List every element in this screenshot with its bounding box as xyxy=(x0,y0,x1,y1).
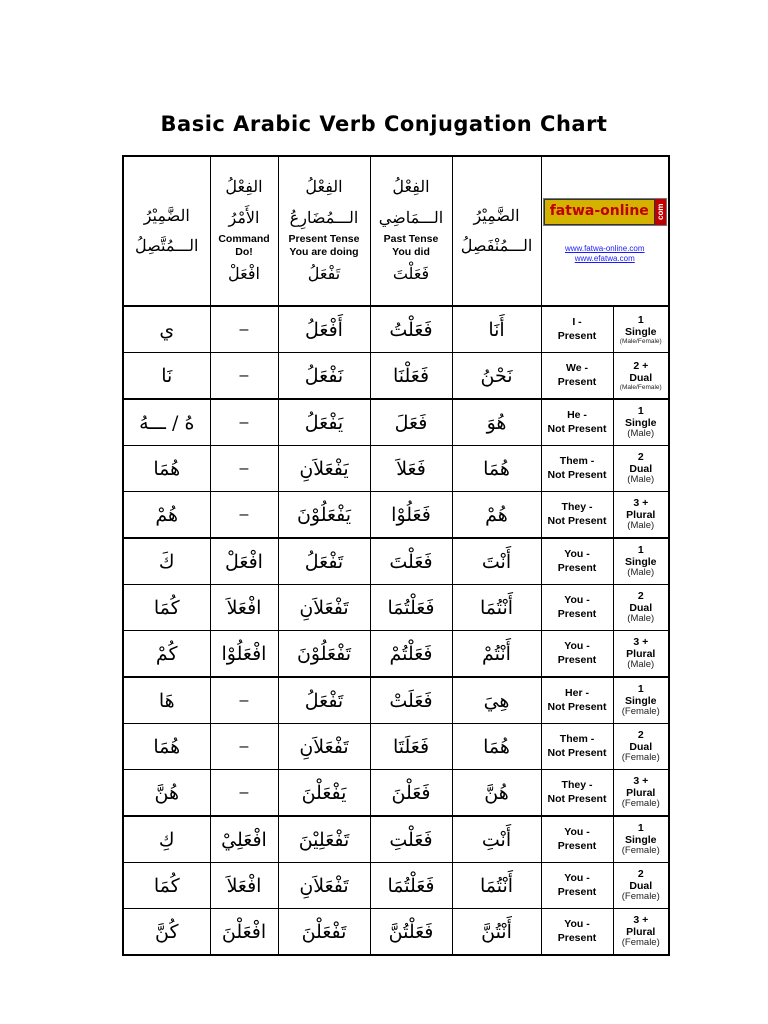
person-label: They - xyxy=(561,501,593,514)
gender-label: (Female) xyxy=(621,845,660,857)
imperative-cell xyxy=(210,538,278,585)
present-cell xyxy=(278,492,370,539)
number-count: 2 xyxy=(637,589,644,602)
imperative-form: افْعَلاَ xyxy=(226,874,262,897)
imperative-cell xyxy=(210,863,278,909)
number-cell xyxy=(613,585,669,631)
present-form: تَفْعَلُ xyxy=(304,689,344,712)
header-attached-pronoun-line2: الـــمُتَّصِلُ xyxy=(135,236,199,255)
attached-pronoun-cell xyxy=(123,816,210,863)
number-word: Plural xyxy=(626,926,656,939)
table-row xyxy=(123,399,669,446)
header-present xyxy=(278,156,370,306)
header-attached-pronoun-line1: الضَّمِيْرُ xyxy=(143,205,190,225)
person-cell xyxy=(541,399,613,446)
number-cell xyxy=(613,863,669,909)
number-word: Single xyxy=(625,325,657,338)
gender-label: (Female) xyxy=(621,891,660,903)
page-title: Basic Arabic Verb Conjugation Chart xyxy=(160,112,608,136)
past-form: فَعَلْتُمْ xyxy=(389,642,433,665)
pronoun-cell xyxy=(452,816,541,863)
imperative-cell xyxy=(210,770,278,817)
person-cell xyxy=(541,724,613,770)
number-count: 2 xyxy=(637,867,644,880)
imperative-form: افْعَلِيْ xyxy=(221,828,267,851)
imperative-form: افْعَلاَ xyxy=(226,596,262,619)
imperative-cell xyxy=(210,492,278,539)
attached-pronoun: كُمَا xyxy=(153,596,180,619)
pronoun-cell xyxy=(452,909,541,956)
past-cell xyxy=(370,399,452,446)
person-sub: Not Present xyxy=(547,468,607,481)
attached-pronoun: هُمْ xyxy=(155,503,179,526)
past-form: فَعَلْتُمَا xyxy=(387,874,435,897)
present-cell xyxy=(278,724,370,770)
header-present-en1: Present Tense xyxy=(288,233,360,246)
table-row xyxy=(123,306,669,353)
attached-pronoun-cell xyxy=(123,677,210,724)
number-cell xyxy=(613,724,669,770)
detached-pronoun: هُمَا xyxy=(483,457,510,480)
imperative-cell xyxy=(210,909,278,956)
header-logo-cell xyxy=(541,156,669,306)
person-sub: Not Present xyxy=(547,514,607,527)
table-row xyxy=(123,353,669,400)
number-word: Plural xyxy=(626,648,656,661)
imperative-form: افْعَلُوْا xyxy=(221,642,267,665)
attached-pronoun-cell xyxy=(123,770,210,817)
past-form: فَعَلْنَا xyxy=(392,364,430,387)
past-cell xyxy=(370,306,452,353)
person-sub: Not Present xyxy=(547,792,607,805)
number-word: Single xyxy=(625,417,657,430)
pronoun-cell xyxy=(452,770,541,817)
past-form: فَعَلْتُمَا xyxy=(387,596,435,619)
past-cell xyxy=(370,909,452,956)
header-row xyxy=(123,156,669,306)
person-label: They - xyxy=(561,779,593,792)
past-cell xyxy=(370,353,452,400)
number-cell xyxy=(613,538,669,585)
detached-pronoun: أَنَا xyxy=(488,318,505,341)
present-form: تَفْعَلُوْنَ xyxy=(296,642,352,665)
imperative-cell xyxy=(210,631,278,678)
present-form: يَفْعَلاَنِ xyxy=(299,457,349,480)
pronoun-cell xyxy=(452,306,541,353)
past-cell xyxy=(370,631,452,678)
attached-pronoun: كَ xyxy=(158,550,175,573)
attached-pronoun-cell xyxy=(123,863,210,909)
present-form: تَفْعَلاَنِ xyxy=(299,735,349,758)
person-sub: Present xyxy=(557,931,597,944)
pronoun-cell xyxy=(452,863,541,909)
person-cell xyxy=(541,909,613,956)
table-row xyxy=(123,631,669,678)
number-word: Dual xyxy=(629,880,653,893)
present-cell xyxy=(278,538,370,585)
number-count: 2 + xyxy=(633,359,649,372)
present-form: تَفْعَلُ xyxy=(304,550,344,573)
attached-pronoun-cell xyxy=(123,306,210,353)
detached-pronoun: أَنْتُمَا xyxy=(479,874,514,897)
attached-pronoun-cell xyxy=(123,631,210,678)
pronoun-cell xyxy=(452,631,541,678)
imperative-form: – xyxy=(239,783,249,801)
table-row xyxy=(123,816,669,863)
present-form: يَفْعَلُ xyxy=(304,411,344,434)
header-detached-pronoun xyxy=(452,156,541,306)
table-row xyxy=(123,538,669,585)
number-count: 1 xyxy=(637,313,644,326)
number-cell xyxy=(613,492,669,539)
number-word: Dual xyxy=(629,741,653,754)
number-count: 3 + xyxy=(633,635,649,648)
imperative-form: – xyxy=(239,413,249,431)
header-imperative-en1: Command xyxy=(218,233,270,246)
person-label: I - xyxy=(572,316,582,329)
detached-pronoun: أَنْتُمَا xyxy=(479,596,514,619)
logo-text: fatwa-online xyxy=(544,199,655,225)
conjugation-table xyxy=(122,155,670,956)
table-row xyxy=(123,677,669,724)
number-cell xyxy=(613,909,669,956)
gender-label: (Male) xyxy=(627,474,655,486)
detached-pronoun: هُمَا xyxy=(483,735,510,758)
detached-pronoun: أَنْتُنَّ xyxy=(481,920,512,943)
imperative-cell xyxy=(210,585,278,631)
pronoun-cell xyxy=(452,585,541,631)
attached-pronoun-cell xyxy=(123,724,210,770)
present-form: تَفْعَلاَنِ xyxy=(299,596,349,619)
pronoun-cell xyxy=(452,492,541,539)
number-cell xyxy=(613,353,669,400)
header-past-ar1: الفِعْلُ xyxy=(392,177,430,197)
gender-label: (Male) xyxy=(627,520,655,532)
past-form: فَعَلْتُنَّ xyxy=(388,920,434,943)
attached-pronoun: كُنَّ xyxy=(154,920,179,943)
person-sub: Present xyxy=(557,653,597,666)
header-past-en1: Past Tense xyxy=(383,233,439,246)
pronoun-cell xyxy=(452,724,541,770)
link-fatwa-online[interactable]: www.fatwa-online.com xyxy=(564,243,645,253)
detached-pronoun: هِيَ xyxy=(483,689,510,712)
present-cell xyxy=(278,816,370,863)
table-row xyxy=(123,585,669,631)
gender-label: (Male) xyxy=(627,613,655,625)
present-cell xyxy=(278,863,370,909)
link-efatwa[interactable]: www.efatwa.com xyxy=(574,254,635,263)
imperative-form: – xyxy=(239,505,249,523)
past-cell xyxy=(370,770,452,817)
number-word: Dual xyxy=(629,602,653,615)
number-word: Single xyxy=(625,695,657,708)
past-cell xyxy=(370,816,452,863)
pronoun-cell xyxy=(452,677,541,724)
present-form: تَفْعَلْنَ xyxy=(301,920,347,943)
attached-pronoun: نَا xyxy=(161,364,173,387)
logo-block xyxy=(542,198,669,265)
attached-pronoun: ي xyxy=(159,318,175,341)
imperative-cell xyxy=(210,677,278,724)
number-count: 1 xyxy=(637,682,644,695)
number-cell xyxy=(613,306,669,353)
number-word: Single xyxy=(625,834,657,847)
imperative-form: افْعَلْ xyxy=(225,550,263,573)
present-cell xyxy=(278,909,370,956)
attached-pronoun-cell xyxy=(123,492,210,539)
attached-pronoun: كِ xyxy=(158,828,175,851)
detached-pronoun: أَنْتَ xyxy=(481,550,512,573)
imperative-form: – xyxy=(239,459,249,477)
past-form: فَعَلَتْ xyxy=(389,689,433,712)
person-label: You - xyxy=(564,918,590,931)
person-sub: Present xyxy=(557,375,597,388)
attached-pronoun-cell xyxy=(123,909,210,956)
person-label: We - xyxy=(566,362,588,375)
table-row xyxy=(123,446,669,492)
person-label: You - xyxy=(564,594,590,607)
imperative-cell xyxy=(210,724,278,770)
person-cell xyxy=(541,770,613,817)
person-cell xyxy=(541,353,613,400)
person-label: Them - xyxy=(559,733,595,746)
past-cell xyxy=(370,538,452,585)
person-label: You - xyxy=(564,826,590,839)
past-form: فَعَلَ xyxy=(394,411,428,434)
past-form: فَعَلْنَ xyxy=(391,781,431,804)
imperative-form: – xyxy=(239,320,249,338)
person-cell xyxy=(541,492,613,539)
attached-pronoun: كُمْ xyxy=(155,642,178,665)
number-cell xyxy=(613,399,669,446)
header-detached-pronoun-line2: الـــمُنْفَصِلُ xyxy=(460,236,533,255)
present-cell xyxy=(278,677,370,724)
gender-label: (Female) xyxy=(621,937,660,949)
header-past-ar2: الـــمَاضِي xyxy=(378,207,444,227)
pronoun-cell xyxy=(452,399,541,446)
imperative-cell xyxy=(210,306,278,353)
detached-pronoun: هُنَّ xyxy=(484,781,509,804)
attached-pronoun: هُمَا xyxy=(153,457,181,480)
number-count: 2 xyxy=(637,728,644,741)
detached-pronoun: أَنْتُمْ xyxy=(482,642,511,665)
past-cell xyxy=(370,446,452,492)
person-cell xyxy=(541,306,613,353)
past-cell xyxy=(370,863,452,909)
past-cell xyxy=(370,677,452,724)
person-sub: Present xyxy=(557,839,597,852)
header-past-en2: You did xyxy=(392,246,430,259)
gender-label: (Male/Female) xyxy=(619,383,662,391)
person-sub: Present xyxy=(557,885,597,898)
imperative-cell xyxy=(210,353,278,400)
attached-pronoun-cell xyxy=(123,538,210,585)
present-form: يَفْعَلُوْنَ xyxy=(296,503,352,526)
attached-pronoun: كُمَا xyxy=(153,874,180,897)
person-cell xyxy=(541,816,613,863)
header-attached-pronoun xyxy=(123,156,210,306)
header-present-en2: You are doing xyxy=(289,246,359,259)
header-present-ar1: الفِعْلُ xyxy=(305,177,343,197)
number-cell xyxy=(613,770,669,817)
number-count: 3 + xyxy=(633,496,649,509)
number-word: Single xyxy=(625,556,657,569)
present-form: يَفْعَلْنَ xyxy=(301,781,347,804)
table-row xyxy=(123,724,669,770)
attached-pronoun-cell xyxy=(123,353,210,400)
present-cell xyxy=(278,399,370,446)
number-word: Dual xyxy=(629,463,653,476)
person-label: Them - xyxy=(559,455,595,468)
past-cell xyxy=(370,724,452,770)
person-sub: Not Present xyxy=(547,700,607,713)
attached-pronoun: هُنَّ xyxy=(154,781,179,804)
header-present-ar2: الـــمُضَارِعُ xyxy=(289,207,359,227)
person-sub: Not Present xyxy=(547,746,607,759)
person-label: He - xyxy=(567,409,587,422)
imperative-cell xyxy=(210,399,278,446)
past-form: فَعَلْتِ xyxy=(389,828,433,851)
person-cell xyxy=(541,631,613,678)
imperative-form: – xyxy=(239,366,249,384)
past-form: فَعَلاَ xyxy=(396,457,426,480)
attached-pronoun: هُ / ـــهُ xyxy=(139,411,195,434)
person-label: You - xyxy=(564,640,590,653)
past-form: فَعَلَتَا xyxy=(392,735,430,758)
number-word: Plural xyxy=(626,787,656,800)
present-form: أَفْعَلُ xyxy=(305,318,343,341)
present-cell xyxy=(278,770,370,817)
present-cell xyxy=(278,585,370,631)
pronoun-cell xyxy=(452,353,541,400)
header-imperative-en2: Do! xyxy=(235,246,253,259)
person-cell xyxy=(541,538,613,585)
number-count: 1 xyxy=(637,543,644,556)
header-past-example: فَعَلْتَ xyxy=(392,264,430,284)
number-count: 1 xyxy=(637,404,644,417)
header-present-example: تَفْعَلُ xyxy=(307,264,341,284)
table-row xyxy=(123,909,669,956)
gender-label: (Male/Female) xyxy=(619,337,662,345)
present-cell xyxy=(278,631,370,678)
detached-pronoun: أَنْتِ xyxy=(481,828,512,851)
person-cell xyxy=(541,585,613,631)
past-cell xyxy=(370,585,452,631)
detached-pronoun: نَحْنُ xyxy=(480,364,513,387)
table-row xyxy=(123,863,669,909)
imperative-cell xyxy=(210,816,278,863)
header-detached-pronoun-line1: الضَّمِيْرُ xyxy=(473,205,520,225)
present-form: تَفْعَلِيْنَ xyxy=(298,828,350,851)
gender-label: (Male) xyxy=(627,428,655,440)
header-imperative-ar1: الفِعْلُ xyxy=(225,177,263,197)
attached-pronoun-cell xyxy=(123,446,210,492)
person-sub: Present xyxy=(557,329,597,342)
number-cell xyxy=(613,816,669,863)
person-label: You - xyxy=(564,548,590,561)
imperative-form: – xyxy=(239,691,249,709)
present-form: نَفْعَلُ xyxy=(304,364,344,387)
imperative-form: – xyxy=(239,737,249,755)
person-label: Her - xyxy=(565,687,589,700)
present-cell xyxy=(278,353,370,400)
header-past xyxy=(370,156,452,306)
attached-pronoun: هُمَا xyxy=(153,735,181,758)
person-sub: Present xyxy=(557,607,597,620)
detached-pronoun: هُمْ xyxy=(485,503,508,526)
header-imperative-example: افْعَلْ xyxy=(228,264,260,284)
number-count: 1 xyxy=(637,821,644,834)
attached-pronoun-cell xyxy=(123,585,210,631)
present-cell xyxy=(278,306,370,353)
past-form: فَعَلْتُ xyxy=(389,318,433,341)
present-cell xyxy=(278,446,370,492)
gender-label: (Female) xyxy=(621,798,660,810)
number-word: Plural xyxy=(626,509,656,522)
gender-label: (Male) xyxy=(627,567,655,579)
fatwa-online-logo xyxy=(543,198,667,226)
pronoun-cell xyxy=(452,538,541,585)
logo-com: com xyxy=(655,199,666,225)
person-sub: Present xyxy=(557,561,597,574)
gender-label: (Male) xyxy=(627,659,655,671)
attached-pronoun: هَا xyxy=(158,689,175,712)
imperative-form: افْعَلْنَ xyxy=(221,920,267,943)
number-word: Dual xyxy=(629,371,653,384)
number-cell xyxy=(613,631,669,678)
attached-pronoun-cell xyxy=(123,399,210,446)
table-row xyxy=(123,770,669,817)
past-form: فَعَلْتَ xyxy=(389,550,433,573)
person-sub: Not Present xyxy=(547,422,607,435)
header-imperative-ar2: الأَمْرُ xyxy=(228,207,260,227)
past-form: فَعَلُوْا xyxy=(391,503,431,526)
number-count: 3 + xyxy=(633,774,649,787)
number-count: 2 xyxy=(637,450,644,463)
number-count: 3 + xyxy=(633,913,649,926)
pronoun-cell xyxy=(452,446,541,492)
person-cell xyxy=(541,446,613,492)
present-form: تَفْعَلاَنِ xyxy=(299,874,349,897)
person-label: You - xyxy=(564,872,590,885)
person-cell xyxy=(541,863,613,909)
links-block xyxy=(565,244,645,265)
person-cell xyxy=(541,677,613,724)
detached-pronoun: هُوَ xyxy=(486,411,507,434)
table-row xyxy=(123,492,669,539)
number-cell xyxy=(613,446,669,492)
past-cell xyxy=(370,492,452,539)
gender-label: (Female) xyxy=(621,706,660,718)
number-cell xyxy=(613,677,669,724)
imperative-cell xyxy=(210,446,278,492)
gender-label: (Female) xyxy=(621,752,660,764)
header-imperative xyxy=(210,156,278,306)
